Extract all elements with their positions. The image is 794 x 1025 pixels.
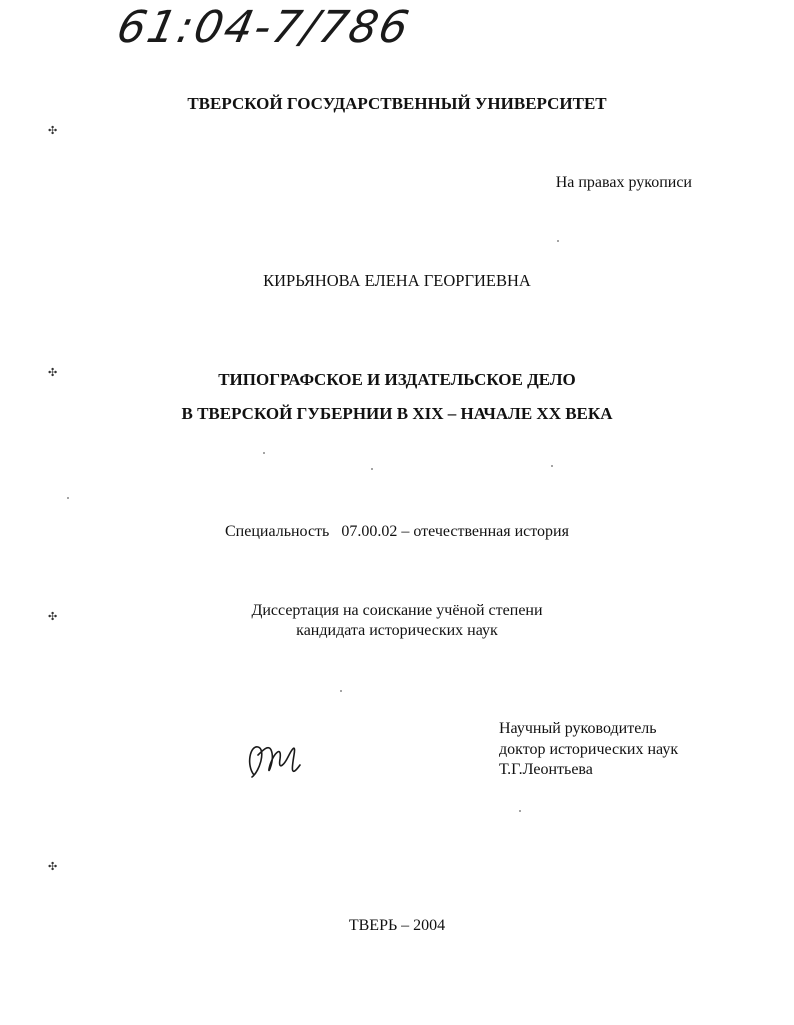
thesis-title-line-1: ТИПОГРАФСКОЕ И ИЗДАТЕЛЬСКОЕ ДЕЛО (218, 370, 576, 389)
scan-speck (67, 497, 69, 499)
supervisor-name: Т.Г.Леонтьева (499, 761, 593, 778)
university-name: ТВЕРСКОЙ ГОСУДАРСТВЕННЫЙ УНИВЕРСИТЕТ (187, 94, 607, 113)
scan-speck (519, 810, 521, 812)
signature (244, 735, 308, 785)
city-year: ТВЕРЬ – 2004 (348, 917, 446, 934)
manuscript-rights-note: На правах рукописи (555, 174, 692, 191)
author-name: КИРЬЯНОВА ЕЛЕНА ГЕОРГИЕВНА (263, 271, 531, 290)
thesis-title-line-2: В ТВЕРСКОЙ ГУБЕРНИИ В XIX – НАЧАЛЕ XX ВЕКА (181, 404, 613, 423)
supervisor-role: Научный руководитель (499, 720, 657, 737)
specialty: Специальность 07.00.02 – отечественная история (225, 523, 569, 540)
dissertation-line-2: кандидата исторических наук (296, 622, 498, 639)
margin-mark-icon: ✣ (48, 611, 58, 623)
supervisor-degree: доктор исторических наук (499, 741, 679, 758)
scan-speck (551, 465, 553, 467)
scan-speck (557, 240, 559, 242)
margin-mark-icon: ✣ (48, 367, 58, 379)
margin-mark-icon: ✣ (48, 861, 58, 873)
archive-code: 61:04-7/786 (112, 2, 415, 53)
scan-speck (263, 452, 265, 454)
scan-speck (371, 468, 373, 470)
scan-speck (340, 690, 342, 692)
margin-mark-icon: ✣ (48, 125, 58, 137)
dissertation-line-1: Диссертация на соискание учёной степени (251, 602, 543, 619)
